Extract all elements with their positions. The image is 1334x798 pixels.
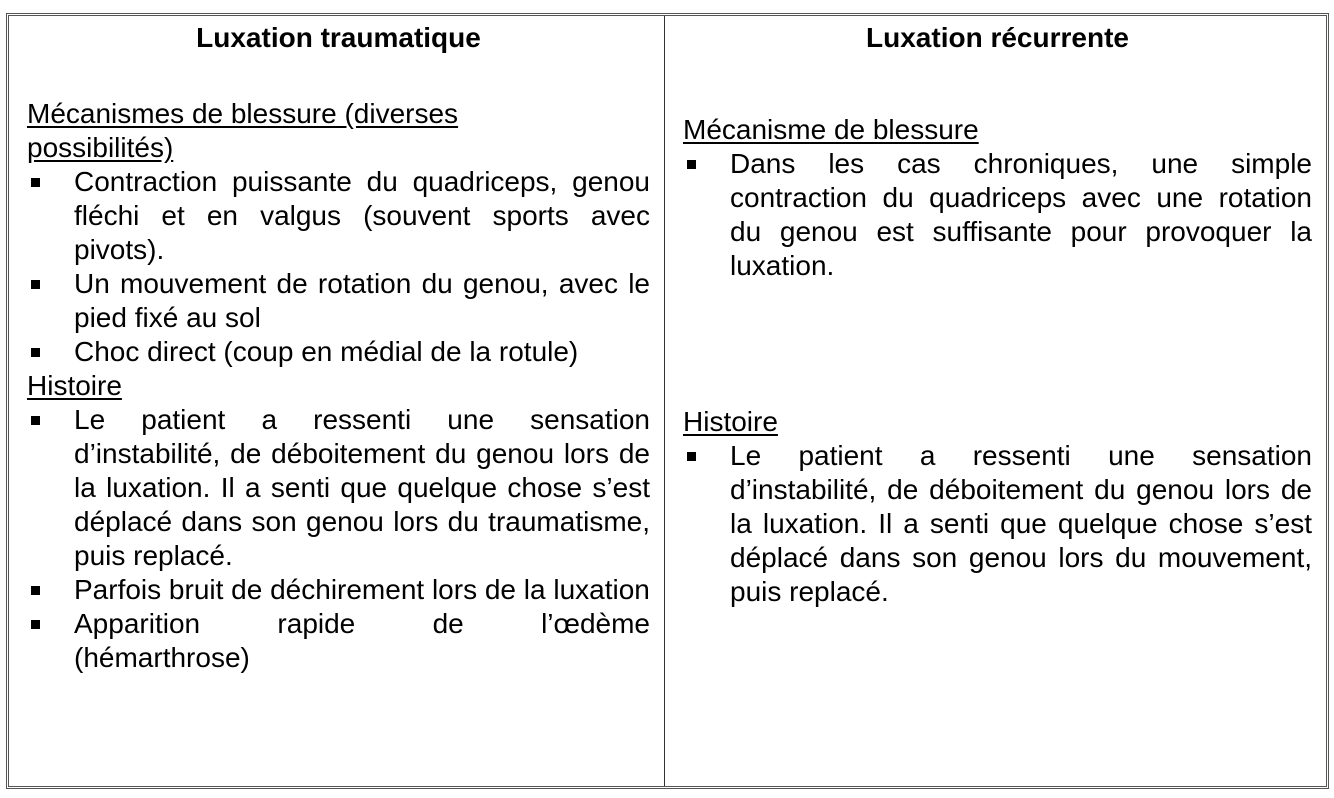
column-traumatic [9, 16, 665, 786]
apparition-line-1 [74, 607, 650, 641]
list-item [27, 607, 650, 675]
list-item-text: Le patient a ressenti une sensation d’instabilité, de déboitement du genou lors de la luxation. Il a senti que quelque chose s’est déplacé dans son genou lors du mouvement, puis replacé. [730, 440, 1312, 607]
square-bullet-icon [31, 416, 40, 425]
apparition-line-2: (hémarthrose) [74, 642, 250, 673]
column-title-traumatic: Luxation traumatique [196, 22, 481, 53]
list-item [27, 573, 650, 607]
list-item [683, 147, 1312, 283]
history-list-traumatic [27, 403, 650, 675]
list-item-text: Un mouvement de rotation du genou, avec le pied fixé au sol [74, 268, 650, 333]
list-item [27, 335, 650, 369]
square-bullet-icon [31, 178, 40, 187]
column-recurrent [665, 16, 1326, 786]
comparison-table [6, 13, 1329, 789]
list-item [27, 267, 650, 335]
list-item-text: Contraction puissante du quadriceps, genou fléchi et en valgus (souvent sports avec pivots). [74, 166, 650, 265]
mechanism-list-recurrent [683, 147, 1312, 283]
history-heading-recurrent: Histoire [683, 406, 778, 437]
square-bullet-icon [31, 280, 40, 289]
square-bullet-icon [687, 160, 696, 169]
list-item [27, 403, 650, 573]
square-bullet-icon [31, 586, 40, 595]
mechanism-heading-traumatic [27, 97, 650, 165]
mechanism-heading-line-1: Mécanismes de blessure (diverses [27, 98, 459, 129]
history-heading-traumatic: Histoire [27, 370, 122, 401]
list-item-text: Parfois bruit de déchirement lors de la luxation [74, 574, 650, 605]
list-item-text: Choc direct (coup en médial de la rotule) [74, 336, 579, 367]
list-item [683, 439, 1312, 609]
square-bullet-icon [31, 620, 40, 629]
mechanism-heading-recurrent: Mécanisme de blessure [683, 114, 979, 145]
apparition-word: Apparition [74, 608, 201, 639]
mechanism-list-traumatic [27, 165, 650, 369]
apparition-word: rapide [277, 608, 356, 639]
history-list-recurrent [683, 439, 1312, 609]
mechanism-heading-line-2: possibilités) [27, 132, 174, 163]
square-bullet-icon [31, 348, 40, 357]
square-bullet-icon [687, 452, 696, 461]
apparition-word: de [432, 608, 464, 639]
list-item-text: Le patient a ressenti une sensation d’instabilité, de déboitement du genou lors de la luxation. Il a senti que quelque chose s’est déplacé dans son genou lors du traumatisme, puis replacé. [74, 404, 650, 571]
apparition-word: l’œdème [541, 608, 650, 639]
list-item [27, 165, 650, 267]
list-item-text: Dans les cas chroniques, une simple contraction du quadriceps avec une rotation du genou est suffisante pour provoquer la luxation. [730, 148, 1312, 281]
column-title-recurrent: Luxation récurrente [866, 22, 1129, 53]
